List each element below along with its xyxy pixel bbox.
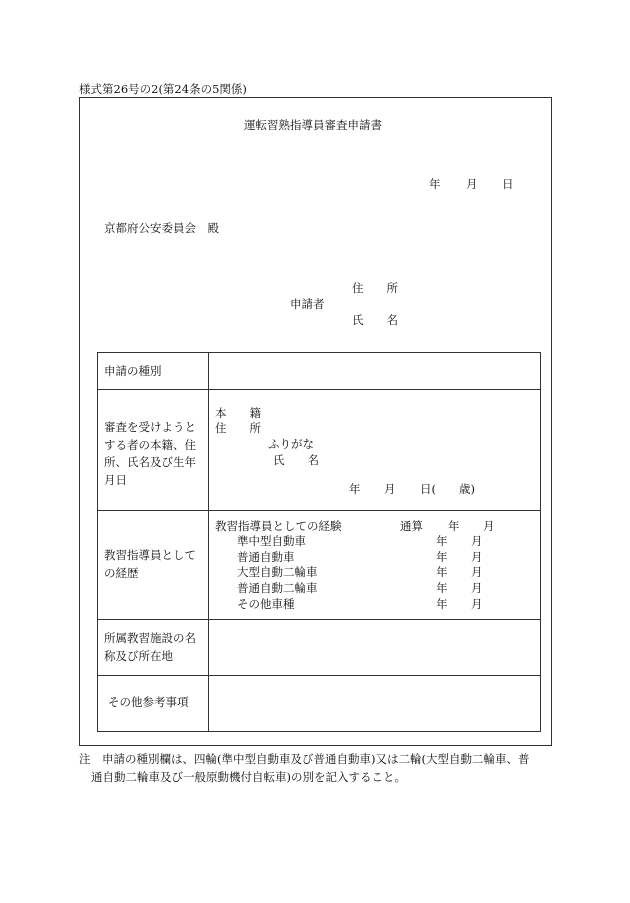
birth-day-age: 日( 歳) [420, 482, 475, 496]
row-label-facility: 所属教習施設の名称及び所在地 [104, 631, 196, 663]
career-item-month: 月 [471, 550, 483, 564]
furigana-label: ふりがな [268, 437, 314, 451]
footnote-line-1: 申請の種別欄は、四輪(準中型自動車及び普通自動車)又は二輪(大型自動二輪車、普 [102, 752, 530, 766]
career-item-year: 年 [436, 581, 448, 595]
footnote-prefix: 注 [79, 752, 91, 766]
person-name-label: 氏 名 [273, 453, 319, 467]
birth-year: 年 [349, 482, 361, 496]
career-item-month: 月 [471, 581, 483, 595]
applicant-name-label: 氏 名 [352, 313, 398, 327]
row-divider [98, 510, 540, 511]
career-item-month: 月 [471, 597, 483, 611]
career-heading: 教習指導員としての経験 [215, 519, 342, 533]
row-divider [98, 389, 540, 390]
career-total-month: 月 [483, 519, 495, 533]
facility-field[interactable] [209, 620, 539, 674]
person-address-label: 住 所 [215, 421, 261, 435]
other-field[interactable] [209, 676, 539, 731]
honseki-label: 本 籍 [215, 406, 261, 420]
career-item-month: 月 [471, 565, 483, 579]
date-day: 日 [502, 177, 514, 191]
birth-month: 月 [384, 482, 396, 496]
career-total-year: 年 [448, 519, 460, 533]
career-item-name: 準中型自動車 [237, 534, 306, 548]
career-item-month: 月 [471, 534, 483, 548]
application-type-field[interactable] [209, 354, 539, 388]
career-item-name: 大型自動二輪車 [237, 565, 318, 579]
career-item-year: 年 [436, 565, 448, 579]
addressee: 京都府公安委員会 殿 [104, 221, 219, 235]
application-table [97, 352, 541, 732]
row-label-person: 審査を受けようとする者の本籍、住所、氏名及び生年月日 [104, 420, 196, 487]
career-item-year: 年 [436, 597, 448, 611]
career-item-name: 普通自動二輪車 [237, 581, 318, 595]
date-year: 年 [429, 177, 441, 191]
career-item-name: 普通自動車 [237, 550, 295, 564]
row-label-other: その他参考事項 [108, 695, 189, 709]
row-label-type: 申請の種別 [104, 364, 162, 378]
footnote-line-2: 通自動二輪車及び一般原動機付自転車)の別を記入すること。 [91, 770, 406, 784]
row-label-career: 教習指導員としての経歴 [104, 548, 196, 580]
form-number: 様式第26号の2(第24条の5関係) [79, 82, 247, 96]
career-item-year: 年 [436, 550, 448, 564]
applicant-address-label: 住 所 [352, 281, 398, 295]
career-item-name: その他車種 [237, 597, 295, 611]
form-title: 運転習熟指導員審査申請書 [244, 118, 382, 132]
career-item-year: 年 [436, 534, 448, 548]
career-total-label: 通算 [400, 519, 423, 533]
applicant-label: 申請者 [290, 297, 325, 311]
date-month: 月 [466, 177, 478, 191]
